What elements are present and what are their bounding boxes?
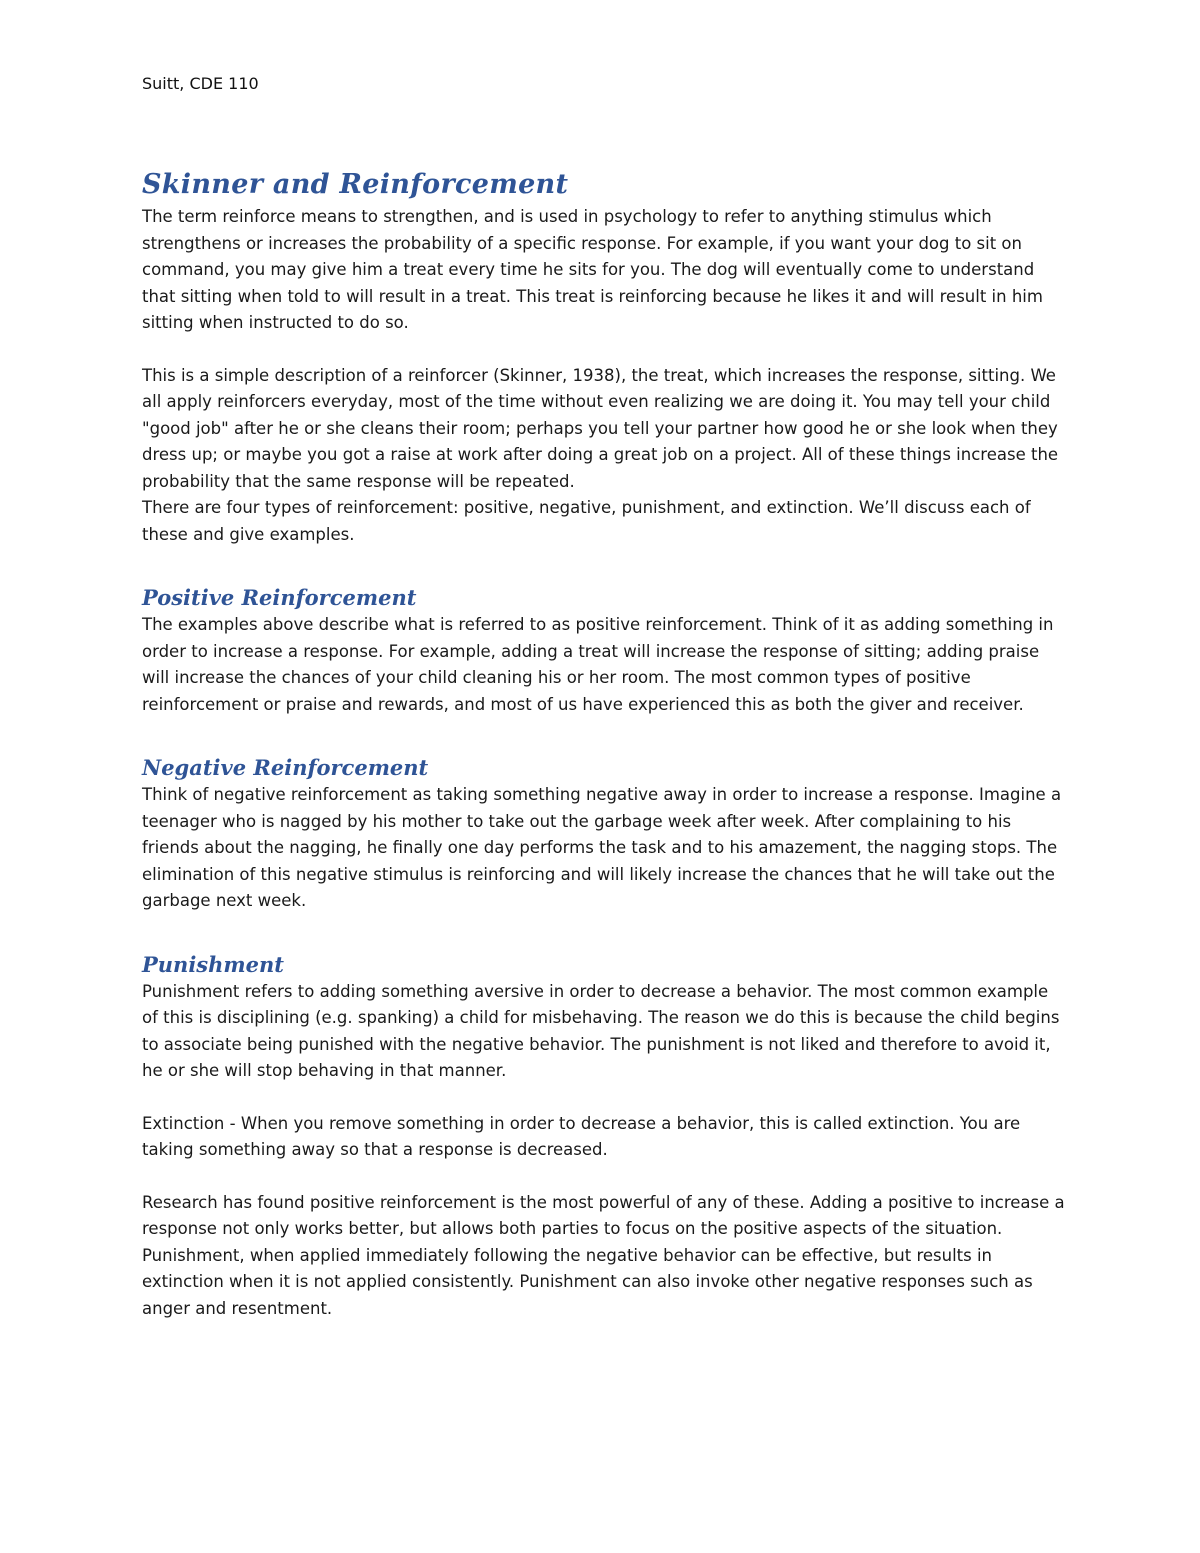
spacer — [142, 915, 1067, 951]
extinction-paragraph: Extinction - When you remove something in order to decrease a behavior, this is called extinction. You are taking something away so that a response is decreased. — [142, 1113, 1021, 1159]
spacer — [142, 548, 1067, 584]
spacer — [142, 337, 1067, 363]
intro-paragraph-2: This is a simple description of a reinforcer (Skinner, 1938), the treat, which increases the response, sitting. We all apply reinforcers everyday, most of the time without even realizing we are doing it. You may tell your child "good job" after he or she cleans their room; perhaps you tell your partner how good he or she look when they dress up; or maybe you got a raise at work after doing a great job on a project. All of these things increase the probability that the same response will be repeated. — [142, 365, 1059, 491]
section-heading-positive: Positive Reinforcement — [142, 585, 417, 610]
section-heading-punishment: Punishment — [142, 951, 284, 977]
document-body — [142, 166, 1067, 1322]
running-header: Suitt, CDE 110 — [142, 74, 259, 93]
intro-paragraph-3: There are four types of reinforcement: positive, negative, punishment, and extinction. We’ll discuss each of these and give examples. — [142, 498, 1031, 544]
page-title: Skinner and Reinforcement — [142, 169, 569, 200]
intro-paragraph-1: The term reinforce means to strengthen, and is used in psychology to refer to anything stimulus which strengthens or increases the probability of a specific response. For example, if you want your dog to sit on command, you may give him a treat every time he sits for you. The dog will eventually come to understand that sitting when told to will result in a treat. This treat is reinforcing because he likes it and will result in him sitting when instructed to do so. — [142, 207, 1043, 332]
negative-paragraph: Think of negative reinforcement as taking something negative away in order to increase a response. Imagine a teenager who is nagged by his mother to take out the garbage week after week. After complaining to his friends about the nagging, he finally one day performs the task and to his amazement, the nagging stops. The elimination of this negative stimulus is reinforcing and will likely increase the chances that he will take out the garbage next week. — [142, 785, 1062, 910]
spacer — [142, 1085, 1067, 1111]
research-paragraph: Research has found positive reinforcement is the most powerful of any of these. Adding a positive to increase a response not only works better, but allows both parties to focus on the positive aspects of the situation. Punishment, when applied immediately following the negative behavior can be effective, but results in extinction when it is not applied consistently. Punishment can also invoke other negative responses such as anger and resentment. — [142, 1192, 1065, 1318]
section-heading-negative: Negative Reinforcement — [142, 755, 429, 780]
punishment-paragraph: Punishment refers to adding something aversive in order to decrease a behavior. The most common example of this is disciplining (e.g. spanking) a child for misbehaving. The reason we do this is because the child begins to associate being punished with the negative behavior. The punishment is not liked and therefore to avoid it, he or she will stop behaving in that manner. — [142, 981, 1060, 1080]
spacer — [142, 1164, 1067, 1190]
spacer — [142, 718, 1067, 754]
positive-paragraph: The examples above describe what is referred to as positive reinforcement. Think of it as adding something in order to increase a response. For example, adding a treat will increase the response of sitting; adding praise will increase the chances of your child cleaning his or her room. The most common types of positive reinforcement or praise and rewards, and most of us have experienced this as both the giver and receiver. — [142, 615, 1054, 714]
